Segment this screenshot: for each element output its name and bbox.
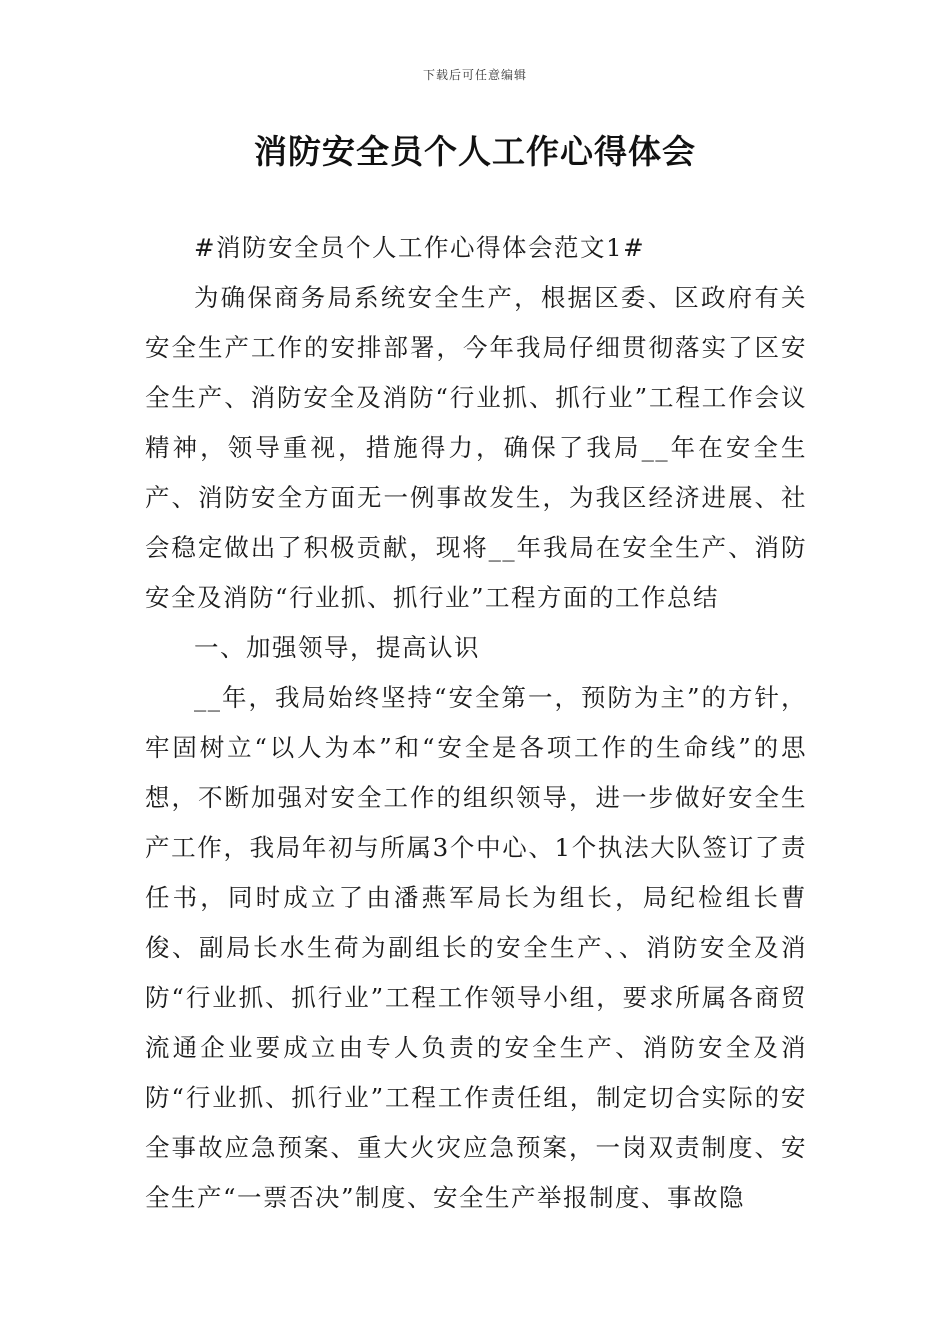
paragraph-intro: 为确保商务局系统安全生产，根据区委、区政府有关安全生产工作的安排部署，今年我局仔细贯彻落实了区安全生产、消防安全及消防“行业抓、抓行业”工程工作会议精神，领导重视，措施得力，确保了我局__年在安全生产、消防安全方面无一例事故发生，为我区经济进展、社会稳定做出了积极贡献，现将__年我局在安全生产、消防安全及消防“行业抓、抓行业”工程方面的工作总结 (145, 283, 807, 612)
header-note: 下载后可任意编辑 (422, 68, 527, 82)
document-title: 消防安全员个人工作心得体会 (254, 132, 696, 171)
section-heading-1: 一、加强领导，提高认识 (194, 633, 480, 662)
section-heading-sample-1: #消防安全员个人工作心得体会范文1# (194, 233, 646, 262)
paragraph-section-1: __年，我局始终坚持“安全第一，预防为主”的方针，牢固树立“以人为本”和“安全是各项工作的生命线”的思想，不断加强对安全工作的组织领导，进一步做好安全生产工作，我局年初与所属3个中心、1个执法大队签订了责任书，同时成立了由潘燕军局长为组长，局纪检组长曹俊、副局长水生荷为副组长的安全生产、、消防安全及消防“行业抓、抓行业”工程工作领导小组，要求所属各商贸流通企业要成立由专人负责的安全生产、消防安全及消防“行业抓、抓行业”工程工作责任组，制定切合实际的安全事故应急预案、重大火灾应急预案，一岗双责制度、安全生产“一票否决”制度、安全生产举报制度、事故隐 (145, 683, 807, 1212)
document-body (145, 223, 807, 1223)
